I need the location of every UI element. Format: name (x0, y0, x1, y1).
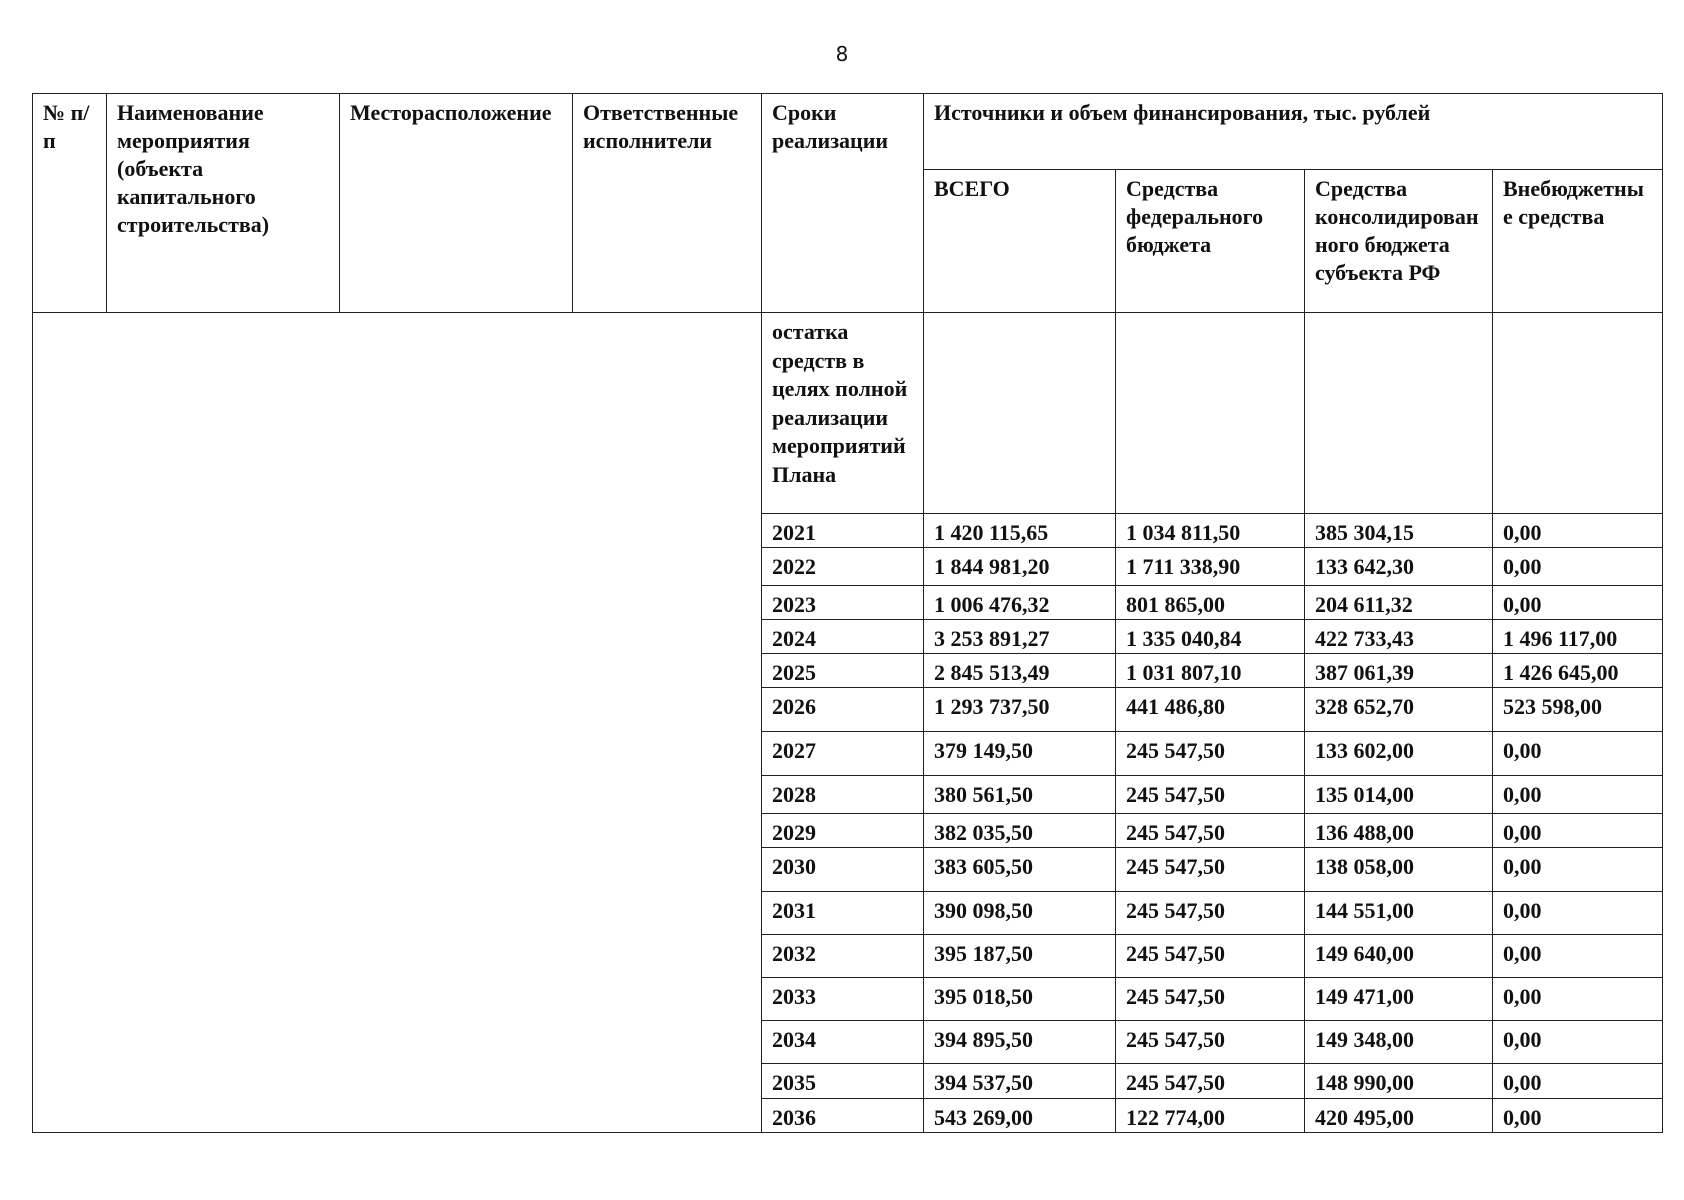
header-federal: Средства федерального бюджета (1116, 170, 1305, 313)
total-cell: 543 269,00 (924, 1099, 1116, 1133)
year-cell: 2029 (762, 814, 924, 848)
regional-cell: 144 551,00 (1305, 892, 1493, 935)
year-cell: 2025 (762, 654, 924, 688)
extrabudget-cell: 0,00 (1493, 814, 1663, 848)
total-cell: 395 018,50 (924, 978, 1116, 1021)
extrabudget-cell: 0,00 (1493, 935, 1663, 978)
federal-cell: 1 335 040,84 (1116, 620, 1305, 654)
regional-cell: 138 058,00 (1305, 848, 1493, 892)
continuation-text: остатка средств в целях полной реализации мероприятий Плана (762, 313, 924, 514)
federal-cell: 245 547,50 (1116, 848, 1305, 892)
total-cell: 1 844 981,20 (924, 548, 1116, 586)
regional-cell: 148 990,00 (1305, 1064, 1493, 1099)
blank-merged-cell (33, 313, 762, 1133)
extrabudget-cell: 0,00 (1493, 548, 1663, 586)
regional-cell: 149 471,00 (1305, 978, 1493, 1021)
continuation-row (33, 313, 1663, 514)
federal-cell: 801 865,00 (1116, 586, 1305, 620)
total-cell: 1 420 115,65 (924, 514, 1116, 548)
regional-cell: 420 495,00 (1305, 1099, 1493, 1133)
federal-cell: 441 486,80 (1116, 688, 1305, 732)
extrabudget-cell: 0,00 (1493, 892, 1663, 935)
year-cell: 2023 (762, 586, 924, 620)
regional-cell: 133 602,00 (1305, 732, 1493, 776)
total-cell: 3 253 891,27 (924, 620, 1116, 654)
federal-cell: 245 547,50 (1116, 1064, 1305, 1099)
year-cell: 2024 (762, 620, 924, 654)
regional-cell: 136 488,00 (1305, 814, 1493, 848)
federal-cell: 245 547,50 (1116, 732, 1305, 776)
regional-cell: 149 640,00 (1305, 935, 1493, 978)
year-cell: 2028 (762, 776, 924, 814)
regional-cell: 133 642,30 (1305, 548, 1493, 586)
year-cell: 2030 (762, 848, 924, 892)
header-financing-group: Источники и объем финансирования, тыс. рублей (924, 94, 1663, 170)
extrabudget-cell: 0,00 (1493, 848, 1663, 892)
total-cell: 379 149,50 (924, 732, 1116, 776)
header-total: ВСЕГО (924, 170, 1116, 313)
federal-cell: 1 031 807,10 (1116, 654, 1305, 688)
regional-cell: 204 611,32 (1305, 586, 1493, 620)
total-cell: 380 561,50 (924, 776, 1116, 814)
total-cell: 1 006 476,32 (924, 586, 1116, 620)
total-cell: 395 187,50 (924, 935, 1116, 978)
regional-cell: 385 304,15 (1305, 514, 1493, 548)
federal-cell: 245 547,50 (1116, 978, 1305, 1021)
continuation-federal (1116, 313, 1305, 514)
year-cell: 2021 (762, 514, 924, 548)
total-cell: 1 293 737,50 (924, 688, 1116, 732)
total-cell: 2 845 513,49 (924, 654, 1116, 688)
header-responsible: Ответственные исполнители (573, 94, 762, 313)
extrabudget-cell: 0,00 (1493, 978, 1663, 1021)
federal-cell: 245 547,50 (1116, 892, 1305, 935)
year-cell: 2031 (762, 892, 924, 935)
extrabudget-cell: 0,00 (1493, 732, 1663, 776)
total-cell: 390 098,50 (924, 892, 1116, 935)
total-cell: 394 537,50 (924, 1064, 1116, 1099)
year-cell: 2022 (762, 548, 924, 586)
federal-cell: 1 034 811,50 (1116, 514, 1305, 548)
table-body (33, 313, 1663, 1133)
header-num: № п/п (33, 94, 107, 313)
continuation-extra (1493, 313, 1663, 514)
federal-cell: 122 774,00 (1116, 1099, 1305, 1133)
extrabudget-cell: 0,00 (1493, 1064, 1663, 1099)
financing-table (32, 93, 1663, 1133)
federal-cell: 245 547,50 (1116, 1021, 1305, 1064)
federal-cell: 1 711 338,90 (1116, 548, 1305, 586)
extrabudget-cell: 0,00 (1493, 586, 1663, 620)
total-cell: 382 035,50 (924, 814, 1116, 848)
year-cell: 2034 (762, 1021, 924, 1064)
year-cell: 2026 (762, 688, 924, 732)
extrabudget-cell: 1 496 117,00 (1493, 620, 1663, 654)
header-period: Сроки реализации (762, 94, 924, 313)
extrabudget-cell: 0,00 (1493, 1021, 1663, 1064)
continuation-regional (1305, 313, 1493, 514)
regional-cell: 135 014,00 (1305, 776, 1493, 814)
page-number: 8 (835, 42, 849, 66)
header-location: Месторасположение (340, 94, 573, 313)
federal-cell: 245 547,50 (1116, 776, 1305, 814)
header-extrabudget: Внебюджетные средства (1493, 170, 1663, 313)
year-cell: 2027 (762, 732, 924, 776)
extrabudget-cell: 0,00 (1493, 776, 1663, 814)
regional-cell: 149 348,00 (1305, 1021, 1493, 1064)
regional-cell: 387 061,39 (1305, 654, 1493, 688)
year-cell: 2036 (762, 1099, 924, 1133)
total-cell: 394 895,50 (924, 1021, 1116, 1064)
continuation-total (924, 313, 1116, 514)
extrabudget-cell: 0,00 (1493, 514, 1663, 548)
extrabudget-cell: 523 598,00 (1493, 688, 1663, 732)
federal-cell: 245 547,50 (1116, 814, 1305, 848)
header-name: Наименование мероприятия (объекта капитального строительства) (107, 94, 340, 313)
year-cell: 2033 (762, 978, 924, 1021)
regional-cell: 328 652,70 (1305, 688, 1493, 732)
header-regional: Средства консолидированного бюджета субъекта РФ (1305, 170, 1493, 313)
year-cell: 2035 (762, 1064, 924, 1099)
extrabudget-cell: 1 426 645,00 (1493, 654, 1663, 688)
regional-cell: 422 733,43 (1305, 620, 1493, 654)
year-cell: 2032 (762, 935, 924, 978)
extrabudget-cell: 0,00 (1493, 1099, 1663, 1133)
total-cell: 383 605,50 (924, 848, 1116, 892)
federal-cell: 245 547,50 (1116, 935, 1305, 978)
